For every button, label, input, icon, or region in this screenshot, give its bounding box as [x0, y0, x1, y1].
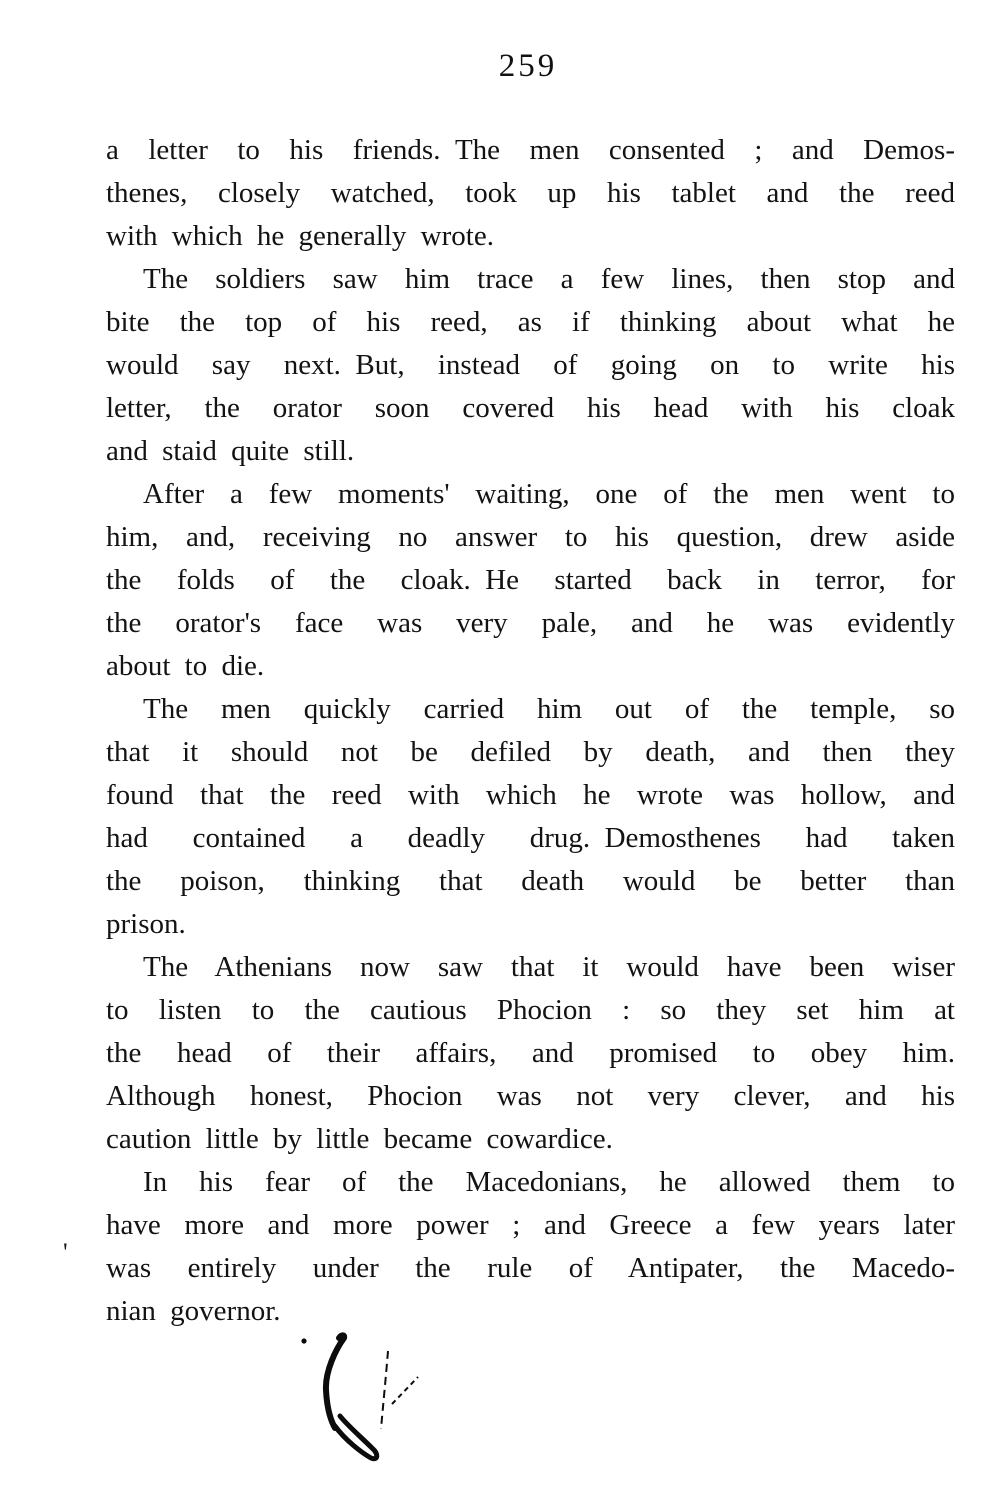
text-line: The men quickly carried him out of the temple, so: [143, 693, 955, 725]
text-line: was entirely under the rule of Antipater, the Macedo-: [106, 1252, 955, 1284]
text-line: The soldiers saw him trace a few lines, then stop and: [143, 263, 955, 295]
text-line: the head of their affairs, and promised to obey him.: [106, 1037, 955, 1069]
page-number: 259: [498, 48, 558, 84]
ink-scribble-icon: [295, 1328, 435, 1478]
text-line: that it should not be defiled by death, and then they: [106, 736, 955, 768]
text-line: nian governor.: [106, 1295, 281, 1327]
paragraph-5: [106, 946, 955, 1161]
paragraph-3: [106, 473, 955, 688]
text-line: about to die.: [106, 650, 265, 682]
text-line: the folds of the cloak. He started back in terror, for: [106, 564, 955, 596]
text-line: him, and, receiving no answer to his question, drew aside: [106, 521, 955, 553]
text-line: to listen to the cautious Phocion : so they set him at: [106, 994, 955, 1026]
paragraph-2: [106, 258, 955, 473]
text-line: the orator's face was very pale, and he was evidently: [106, 607, 955, 639]
text-line: letter, the orator soon covered his head with his cloak: [106, 392, 955, 424]
paragraph-6: [106, 1161, 955, 1333]
text-line: caution little by little became cowardice.: [106, 1123, 613, 1155]
text-line: bite the top of his reed, as if thinking about what he: [106, 306, 955, 338]
text-line: found that the reed with which he wrote was hollow, and: [106, 779, 955, 811]
text-line: and staid quite still.: [106, 435, 355, 467]
text-line: had contained a deadly drug. Demosthenes had taken: [106, 822, 955, 854]
paragraph-1: [106, 129, 955, 258]
stray-apostrophe-mark: ': [63, 1238, 68, 1267]
text-line: The Athenians now saw that it would have been wiser: [143, 951, 955, 983]
text-line: a letter to his friends. The men consented ; and Demos-: [106, 134, 955, 166]
text-line: prison.: [106, 908, 186, 940]
text-line: with which he generally wrote.: [106, 220, 494, 252]
text-line: Although honest, Phocion was not very clever, and his: [106, 1080, 955, 1112]
text-line: would say next. But, instead of going on to write his: [106, 349, 955, 381]
ink-dot: [301, 1338, 306, 1343]
text-line: thenes, closely watched, took up his tablet and the reed: [106, 177, 955, 209]
text-line: the poison, thinking that death would be better than: [106, 865, 955, 897]
paragraph-4: [106, 688, 955, 946]
body-text: [106, 129, 955, 1333]
text-line: After a few moments' waiting, one of the men went to: [143, 478, 955, 510]
text-line: In his fear of the Macedonians, he allowed them to: [143, 1166, 955, 1198]
text-line: have more and more power ; and Greece a few years later: [106, 1209, 955, 1241]
